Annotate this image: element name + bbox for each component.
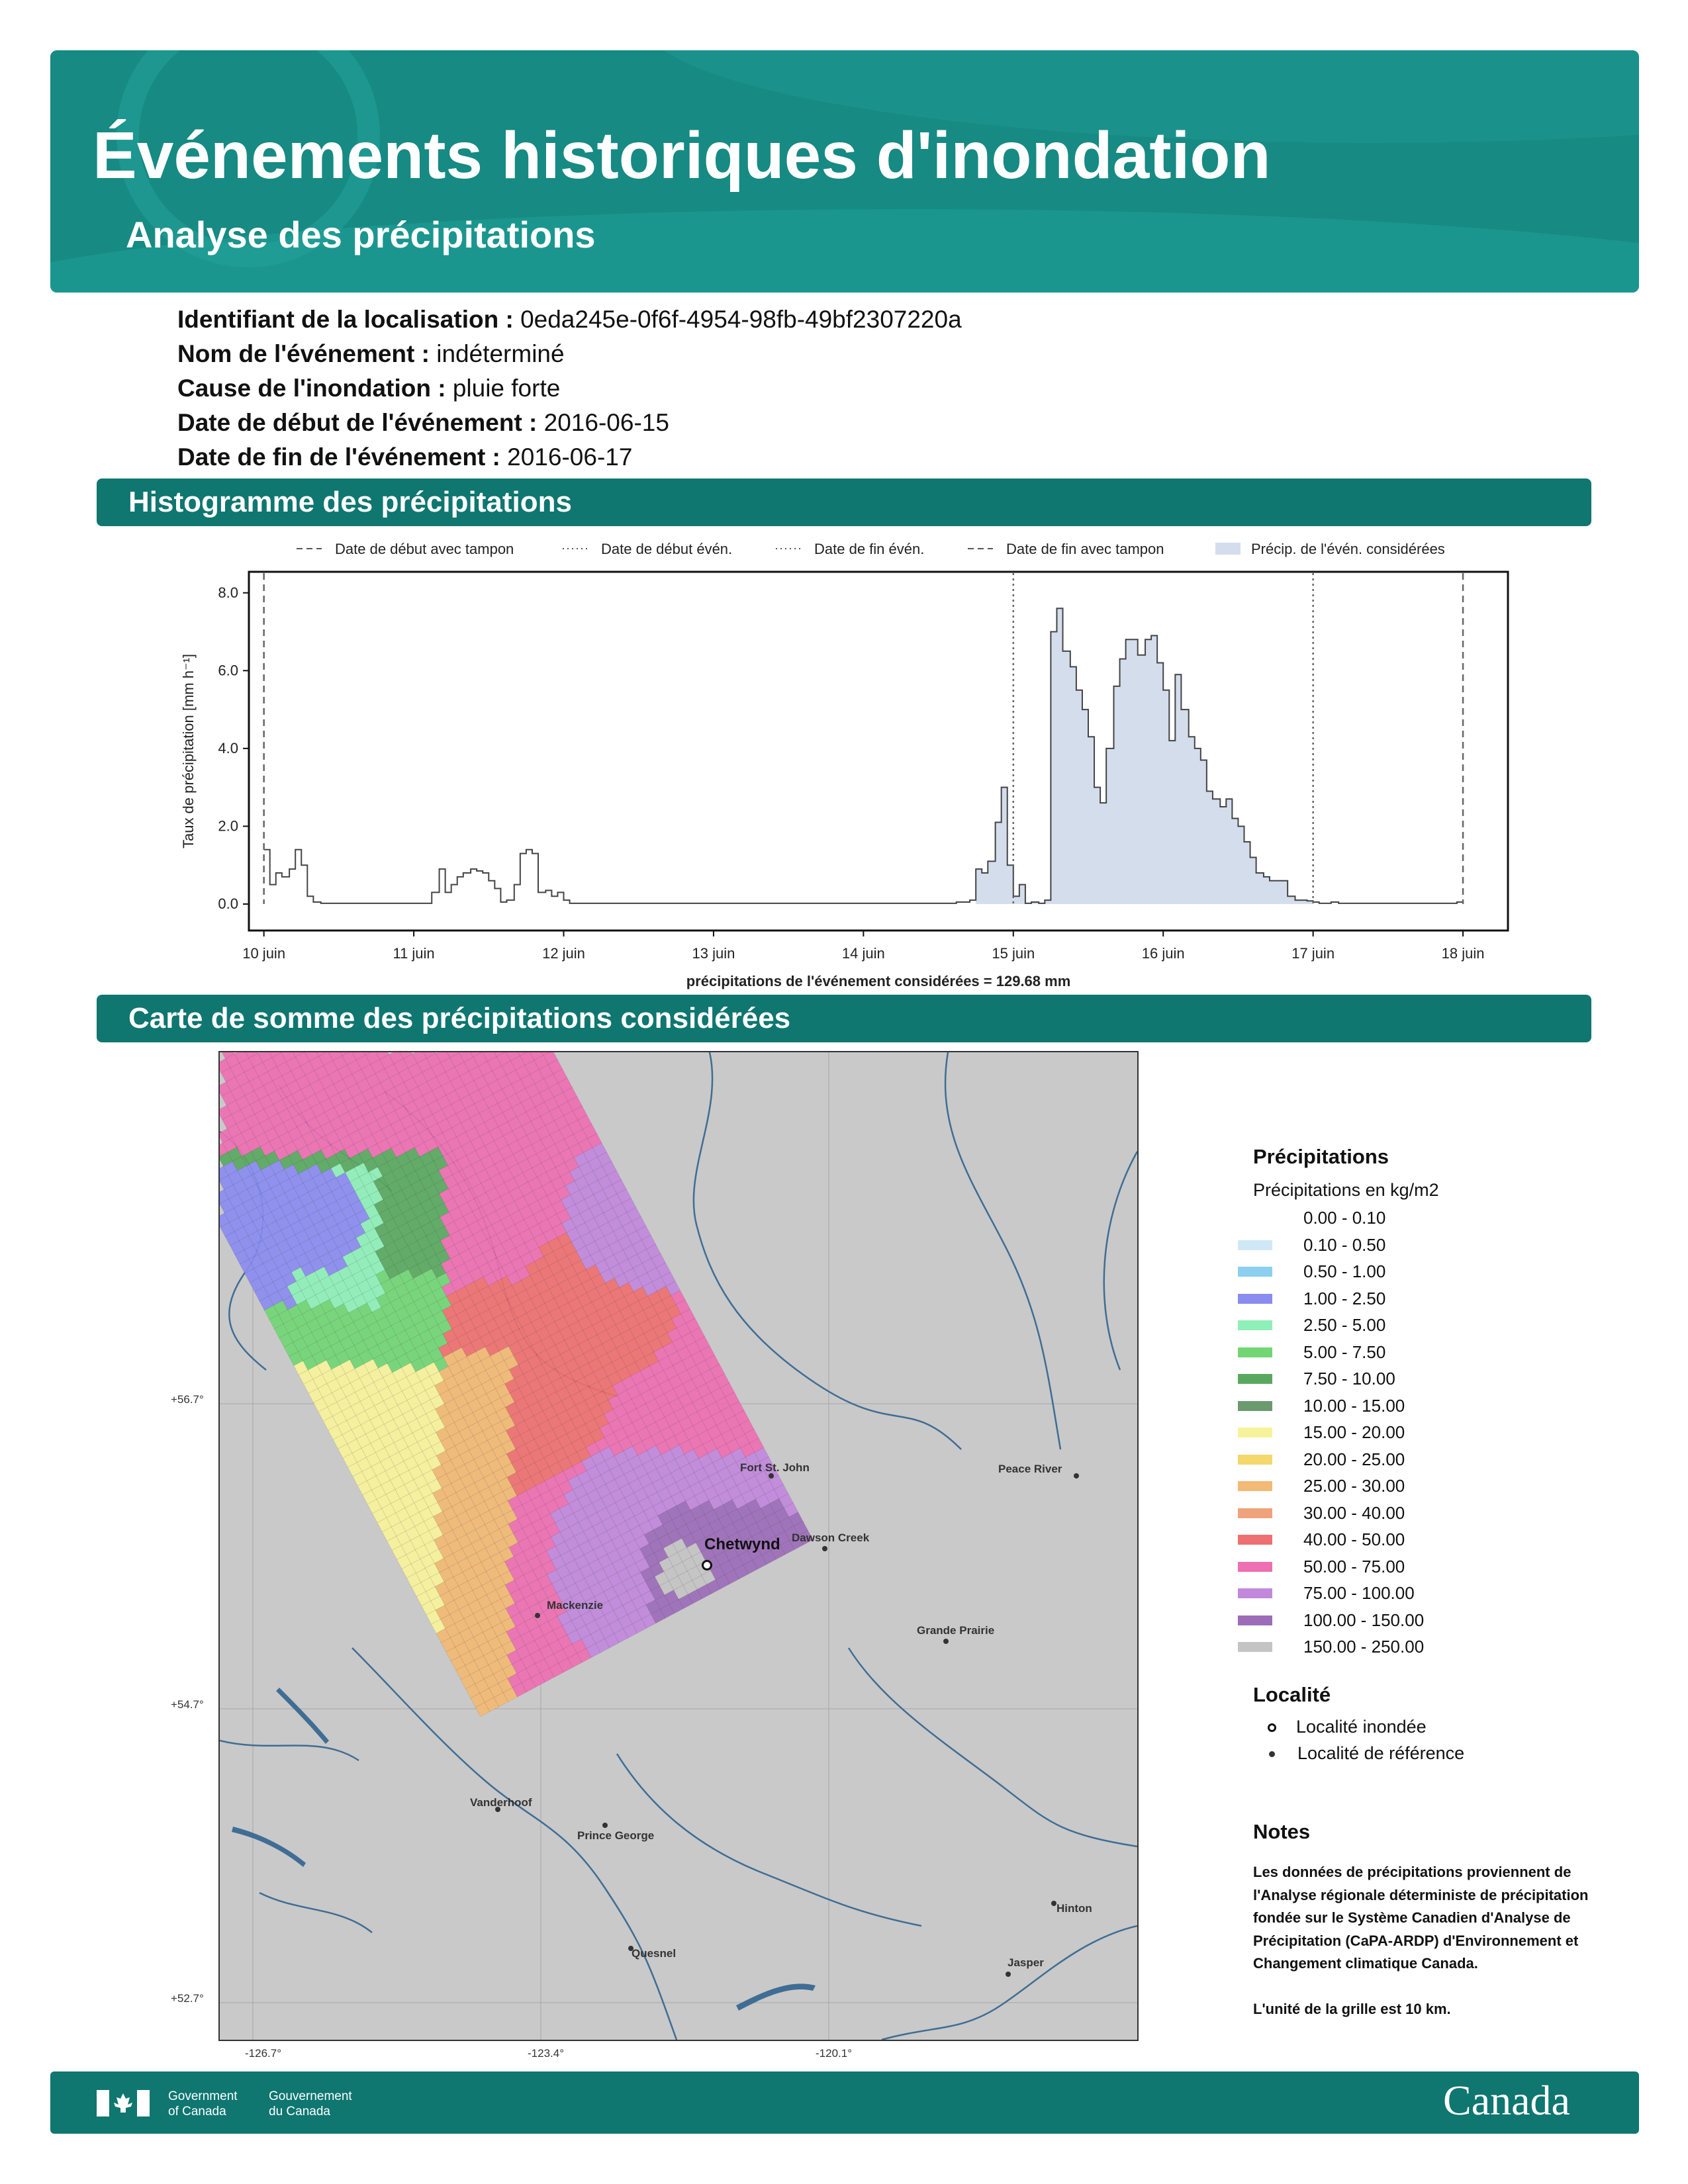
lat-label: +56.7° [171,1393,204,1406]
x-tick-label: 18 juin [1441,945,1485,962]
legend-swatch [1238,1267,1272,1277]
city-hinton: Hinton [1056,1902,1092,1915]
legend-swatch [1238,1642,1272,1652]
legend-end-buffer: Date de fin avec tampon [1006,541,1164,557]
footer-gov-en: Government of Canada [168,2089,238,2118]
notes-title: Notes [1253,1820,1311,1843]
city-marker [943,1639,949,1644]
lat-label: +54.7° [171,1698,204,1711]
info-event-name: Nom de l'événement : indéterminé [177,340,565,367]
legend-label: 10.00 - 15.00 [1303,1395,1405,1416]
legend-swatch [1238,1508,1272,1518]
legend-swatch [1238,1562,1272,1572]
city-dawson-creek: Dawson Creek [792,1531,870,1544]
map-basemap [220,1052,1137,2040]
precipitation-grid [220,1052,813,1717]
x-tick-label: 14 juin [841,945,885,962]
x-tick-label: 17 juin [1291,945,1335,962]
legend-label: 7.50 - 10.00 [1303,1369,1395,1388]
legend-swatch [1238,1294,1272,1304]
x-tick-label: 13 juin [692,945,735,962]
legend-reference-locality: Localité de référence [1253,1743,1464,1764]
legend-swatch [1238,1401,1272,1411]
info-end-date: Date de fin de l'événement : 2016-06-17 [177,443,633,471]
city-chetwynd: Chetwynd [704,1535,780,1553]
legend-label: 100.00 - 150.00 [1303,1610,1425,1630]
legend-label: 150.00 - 250.00 [1303,1637,1425,1657]
legend-label: 0.50 - 1.00 [1303,1261,1386,1281]
legend-swatch [1238,1374,1272,1384]
x-tick-label: 16 juin [1141,945,1185,962]
city-grande-prairie: Grande Prairie [917,1624,995,1637]
city-marker [1051,1901,1056,1906]
x-tick-label: 10 juin [242,945,286,962]
x-tick-label: 11 juin [393,945,435,962]
legend-label: 25.00 - 30.00 [1303,1476,1405,1496]
y-tick-label: 2.0 [218,817,238,835]
city-marker [535,1613,540,1618]
histogram-legend [297,541,1445,557]
legend-swatch [1238,1615,1272,1625]
legend-flooded-locality: Localité inondée [1253,1717,1427,1737]
open-circle-icon [1268,1723,1276,1732]
y-tick-label: 0.0 [218,895,238,912]
notes-grid-unit: L'unité de la grille est 10 km. [1253,2000,1451,2017]
y-tick-label: 4.0 [218,739,238,756]
legend-title: Précipitations [1253,1145,1389,1168]
x-tick-label: 12 juin [542,945,585,962]
plot-frame [249,572,1508,931]
lon-label: -120.1° [816,2047,853,2060]
city-vanderhoof: Vanderhoof [470,1796,532,1809]
legend-swatch [1238,1455,1272,1465]
canada-flag-icon [97,2090,150,2116]
city-marker [602,1823,608,1828]
legend-start-buffer: Date de début avec tampon [335,541,514,557]
legend-swatch [1238,1320,1272,1330]
legend-label: 50.00 - 75.00 [1303,1556,1405,1576]
city-jasper: Jasper [1008,1956,1044,1969]
legend-swatch [1238,1588,1272,1598]
legend-subtitle: Précipitations en kg/m2 [1253,1180,1439,1200]
legend-event-end: Date de fin évén. [814,541,925,557]
legend-label: 30.00 - 40.00 [1303,1502,1405,1523]
lon-label: -126.7° [245,2047,282,2060]
page-subtitle: Analyse des précipitations [126,214,596,255]
legend-label: 0.00 - 0.10 [1303,1208,1386,1228]
city-fort-st-john: Fort St. John [740,1461,810,1474]
legend-label: 15.00 - 20.00 [1303,1422,1405,1442]
notes-body [1253,1861,1604,2021]
precipitation-histogram [159,529,1523,993]
footer-gov-fr: Gouvernement du Canada [269,2089,352,2118]
legend-label: 40.00 - 50.00 [1303,1529,1405,1549]
lat-label: +52.7° [171,1992,204,2005]
legend-label: 20.00 - 25.00 [1303,1449,1405,1469]
legend-considered: Précip. de l'évén. considérées [1251,541,1445,557]
city-marker [1006,1972,1011,1977]
y-axis-label: Taux de précipitation [mm h⁻¹] [180,653,197,849]
info-start-date: Date de début de l'événement : 2016-06-15 [177,409,669,436]
notes-text: Les données de précipitations proviennent de l'Analyse régionale déterministe de précipitation fondée sur le Système Canadien d'Analyse de Précipitation (CaPA-ARDP) d'Environnement et Changement climatique Canada. [1253,1864,1589,1972]
y-tick-label: 8.0 [218,584,238,601]
canada-wordmark: Canada [1443,2077,1570,2124]
x-tick-label: 15 juin [992,945,1035,962]
locality-title: Localité [1253,1683,1331,1706]
legend-label: 1.00 - 2.50 [1303,1288,1386,1308]
legend-swatch [1238,1428,1272,1437]
event-total-label: précipitations de l'événement considérées = 129.68 mm [686,973,1071,989]
city-quesnel: Quesnel [632,1947,677,1960]
city-marker [1074,1473,1079,1479]
city-prince-george: Prince George [577,1829,655,1842]
y-tick-label: 6.0 [218,662,238,679]
flooded-locality-marker [702,1560,712,1570]
legend-label: 2.50 - 5.00 [1303,1315,1386,1335]
info-location-id: Identifiant de la localisation : 0eda245e-0f6f-4954-98fb-49bf2307220a [177,306,962,333]
legend-label: 75.00 - 100.00 [1303,1583,1415,1603]
page-title: Événements historiques d'inondation [93,118,1271,193]
city-peace-river: Peace River [998,1463,1062,1475]
lon-label: -123.4° [528,2047,565,2060]
legend-label: 0.10 - 0.50 [1303,1234,1386,1255]
legend-label: 5.00 - 7.50 [1303,1342,1386,1362]
dot-icon [1269,1751,1275,1757]
city-marker [822,1546,827,1551]
legend-swatch [1238,1535,1272,1545]
city-mackenzie: Mackenzie [547,1599,604,1612]
legend-event-start: Date de début évén. [601,541,733,557]
section-histogram-header: Histogramme des précipitations [97,478,1591,526]
precipitation-sum-map [218,1051,1139,2041]
legend-swatch [1238,1481,1272,1491]
legend-swatch [1238,1347,1272,1357]
legend-swatch [1238,1240,1272,1250]
info-flood-cause: Cause de l'inondation : pluie forte [177,375,561,402]
section-map-header: Carte de somme des précipitations considérées [97,995,1591,1042]
legend-swatch [1238,1213,1272,1223]
